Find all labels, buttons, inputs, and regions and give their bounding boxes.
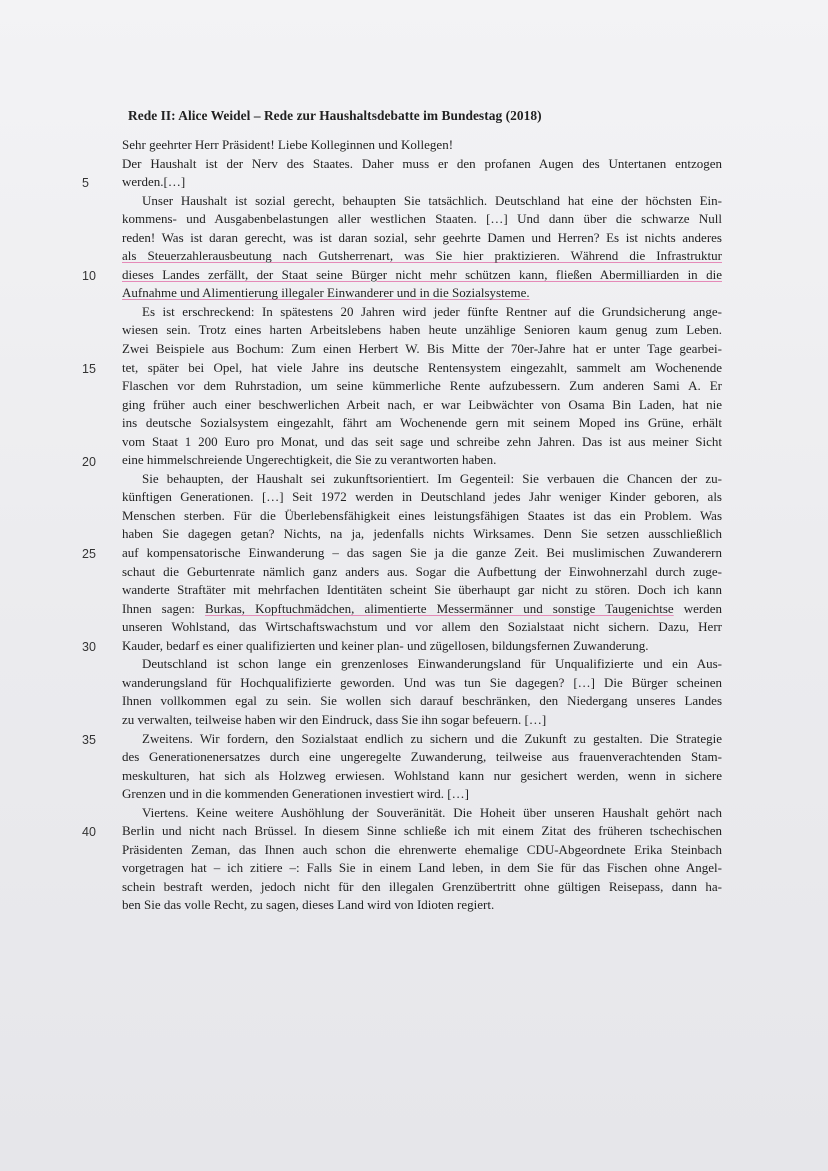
text-line bbox=[122, 377, 722, 396]
text-line bbox=[122, 433, 722, 452]
line-number-30: 30 bbox=[82, 640, 96, 654]
text-line bbox=[122, 859, 722, 878]
text-line bbox=[122, 451, 722, 470]
text-segment: vorgetragen hat – ich zitiere –: Falls Sie in einem Land leben, in dem Sie für das Fischen ohne Angel- bbox=[122, 860, 722, 876]
text-segment: auf kompensatorische Einwanderung – das sagen Sie ja die ganze Zeit. Bei muslimischen Zuwanderern bbox=[122, 545, 722, 561]
text-line bbox=[122, 896, 722, 915]
text-segment: haben Sie dagegen getan? Nichts, na ja, jedenfalls nichts Wirksames. Denn Sie setzen ausschließlich bbox=[122, 526, 722, 542]
text-line bbox=[122, 488, 722, 507]
text-segment: unseren Wohlstand, das Wirtschaftswachstum und vor allem den Sozialstaat nicht sichern. Dazu, Herr bbox=[122, 619, 722, 635]
line-number-5: 5 bbox=[82, 176, 89, 190]
text-segment: Zwei Beispiele aus Bochum: Zum einen Herbert W. Bis Mitte der 70er-Jahre hat er unter Tage gearbei- bbox=[122, 341, 722, 357]
text-line bbox=[122, 210, 722, 229]
text-segment: Ihnen sagen: bbox=[122, 600, 205, 616]
text-line bbox=[122, 637, 722, 656]
highlighted-text: als Steuerzahlerausbeutung nach Gutsherrenart, was Sie hier praktizieren. Während die Infrastruktur bbox=[122, 248, 722, 264]
text-line bbox=[122, 396, 722, 415]
page-title: Rede II: Alice Weidel – Rede zur Haushaltsdebatte im Bundestag (2018) bbox=[128, 108, 542, 123]
text-segment: Unser Haushalt ist sozial gerecht, behaupten Sie tatsächlich. Deutschland hat eine der höchsten Ein- bbox=[142, 192, 722, 208]
text-line bbox=[122, 878, 722, 897]
line-number-25: 25 bbox=[82, 547, 96, 561]
text-line bbox=[122, 414, 722, 433]
text-segment: des Generationenersatzes durch eine ungeregelte Zuwanderung, teilweise aus frauenverachtenden Stam- bbox=[122, 749, 722, 765]
text-segment: Es ist erschreckend: In spätestens 20 Jahren wird jeder fünfte Rentner auf die Grundsicherung ange- bbox=[142, 303, 722, 319]
text-line bbox=[122, 711, 722, 730]
text-line bbox=[122, 822, 722, 841]
line-number-20: 20 bbox=[82, 455, 96, 469]
text-line bbox=[122, 730, 722, 749]
text-segment: ging früher auch einer beschwerlichen Arbeit nach, er war Leibwächter von Osama Bin Laden, hat nie bbox=[122, 396, 722, 412]
text-segment: Flaschen vor dem Ruhrstadion, um seine kümmerliche Rente aufzubessern. Zum anderen Sami A. Er bbox=[122, 378, 722, 394]
text-line bbox=[122, 303, 722, 322]
text-line bbox=[122, 340, 722, 359]
text-line bbox=[122, 655, 722, 674]
text-segment: eine himmelschreiende Ungerechtigkeit, die Sie zu verantworten haben. bbox=[122, 452, 497, 468]
text-line bbox=[122, 470, 722, 489]
text-segment: zu verwalten, teilweise haben wir den Eindruck, dass Sie ihn sogar befeuern. […] bbox=[122, 711, 547, 727]
text-segment: Präsidenten Zeman, das Ihnen auch schon die ehrenwerte ehemalige CDU-Abgeordnete Erika Steinbach bbox=[122, 841, 722, 857]
text-line bbox=[122, 563, 722, 582]
text-line bbox=[122, 804, 722, 823]
text-segment: Der Haushalt ist der Nerv des Staates. Daher muss er den profanen Augen des Untertanen entzogen bbox=[122, 155, 722, 171]
text-line bbox=[122, 674, 722, 693]
text-segment: künftigen Generationen. […] Seit 1972 werden in Deutschland jedes Jahr weniger Kinder geboren, als bbox=[122, 489, 722, 505]
text-line bbox=[122, 155, 722, 174]
highlighted-text: dieses Landes zerfällt, der Staat seine Bürger nicht mehr schützen kann, fließen Abermilliarden in die bbox=[122, 266, 722, 282]
text-segment: werden.[…] bbox=[122, 174, 186, 190]
line-number-15: 15 bbox=[82, 362, 96, 376]
text-segment: Kauder, bedarf es einer qualifizierten und keiner plan- und zügellosen, bildungsfernen Zuwanderung. bbox=[122, 637, 649, 653]
text-segment: schein bestraft werden, jedoch nicht für den illegalen Grenzübertritt ohne gültigen Reisepass, dann ha- bbox=[122, 878, 722, 894]
text-segment: vom Staat 1 200 Euro pro Monat, und das seit sage und schreibe zehn Jahren. Das ist aus meiner Sicht bbox=[122, 433, 722, 449]
text-line bbox=[122, 767, 722, 786]
text-line bbox=[122, 841, 722, 860]
text-line bbox=[122, 544, 722, 563]
text-line bbox=[122, 525, 722, 544]
text-line bbox=[122, 600, 722, 619]
text-segment: werden bbox=[673, 600, 723, 616]
text-line bbox=[122, 173, 722, 192]
text-line bbox=[122, 692, 722, 711]
text-segment: Sehr geehrter Herr Präsident! Liebe Kolleginnen und Kollegen! bbox=[122, 137, 454, 152]
highlighted-text: Aufnahme und Alimentierung illegaler Einwanderer und in die Sozialsysteme. bbox=[122, 285, 530, 301]
text-line bbox=[122, 247, 722, 266]
text-line bbox=[122, 284, 722, 303]
line-number-40: 40 bbox=[82, 825, 96, 839]
text-line bbox=[122, 359, 722, 378]
text-segment: wiesen sein. Trotz eines harten Arbeitslebens haben heute unzählige Senioren kaum genug zum Leben. bbox=[122, 322, 722, 338]
line-number-10: 10 bbox=[82, 269, 96, 283]
speech-text bbox=[122, 136, 722, 915]
text-line bbox=[122, 785, 722, 804]
text-segment: wanderungsland für Hochqualifizierte geworden. Und was tun Sie dagegen? […] Die Bürger scheinen bbox=[122, 674, 722, 690]
text-segment: Zweitens. Wir fordern, den Sozialstaat endlich zu sichern und die Zukunft zu gestalten. Die Strategie bbox=[142, 730, 722, 746]
text-segment: ben Sie das volle Recht, zu sagen, dieses Land wird von Idioten regiert. bbox=[122, 897, 495, 913]
text-segment: kommens- und Ausgabenbelastungen aller westlichen Staaten. […] Und dann über die schwarze Null bbox=[122, 211, 722, 227]
text-segment: meskulturen, hat sich als Holzweg erwiesen. Wohlstand kann nur gesichert werden, wenn in sichere bbox=[122, 767, 722, 783]
text-segment: tet, später bei Opel, hat viele Jahre ins deutsche Rentensystem eingezahlt, sammelt am Wochenende bbox=[122, 359, 722, 375]
highlighted-text: Burkas, Kopftuchmädchen, alimentierte Messermänner und sonstige Taugenichtse bbox=[204, 600, 674, 616]
text-line bbox=[122, 507, 722, 526]
text-segment: Ihnen vollkommen egal zu sein. Sie wollen sich darauf beschränken, den Niedergang unseres Landes bbox=[122, 693, 722, 709]
text-segment: ins deutsche Sozialsystem eingezahlt, fährt am Wochenende gern mit seinem Moped ins Grüne, erhält bbox=[122, 415, 722, 431]
text-line bbox=[122, 192, 722, 211]
text-segment: Sie behaupten, der Haushalt sei zukunftsorientiert. Im Gegenteil: Sie verbauen die Chancen der zu- bbox=[142, 470, 722, 486]
text-segment: wanderte Straftäter mit mehrfachen Identitäten scheint Sie überhaupt gar nicht zu stören. Doch ich kann bbox=[122, 582, 722, 598]
text-segment: Menschen sterben. Für die Überlebensfähigkeit eines leistungsfähigen Staates ist das ein Problem. Was bbox=[122, 507, 722, 523]
text-line bbox=[122, 321, 722, 340]
text-segment: schaut die Geburtenrate nämlich ganz anders aus. Sogar die Aufbettung der Einwohnerzahl durch zuge- bbox=[122, 563, 722, 579]
text-segment: Deutschland ist schon lange ein grenzenloses Einwanderungsland für Unqualifizierte und ein Aus- bbox=[142, 656, 722, 672]
text-line bbox=[122, 229, 722, 248]
text-line bbox=[122, 136, 722, 155]
text-line bbox=[122, 748, 722, 767]
line-number-35: 35 bbox=[82, 733, 96, 747]
text-line bbox=[122, 618, 722, 637]
text-line bbox=[122, 581, 722, 600]
text-segment: Grenzen und in die kommenden Generationen investiert wird. […] bbox=[122, 786, 469, 802]
text-segment: Viertens. Keine weitere Aushöhlung der Souveränität. Die Hoheit über unseren Haushalt gehört nach bbox=[142, 804, 722, 820]
text-line bbox=[122, 266, 722, 285]
text-segment: reden! Was ist daran gerecht, was ist daran sozial, sehr geehrte Damen und Herren? Es ist nichts anderes bbox=[122, 229, 722, 245]
text-segment: Berlin und nicht nach Brüssel. In diesem Sinne schließe ich mit einem Zitat des früheren tschechischen bbox=[122, 823, 722, 839]
